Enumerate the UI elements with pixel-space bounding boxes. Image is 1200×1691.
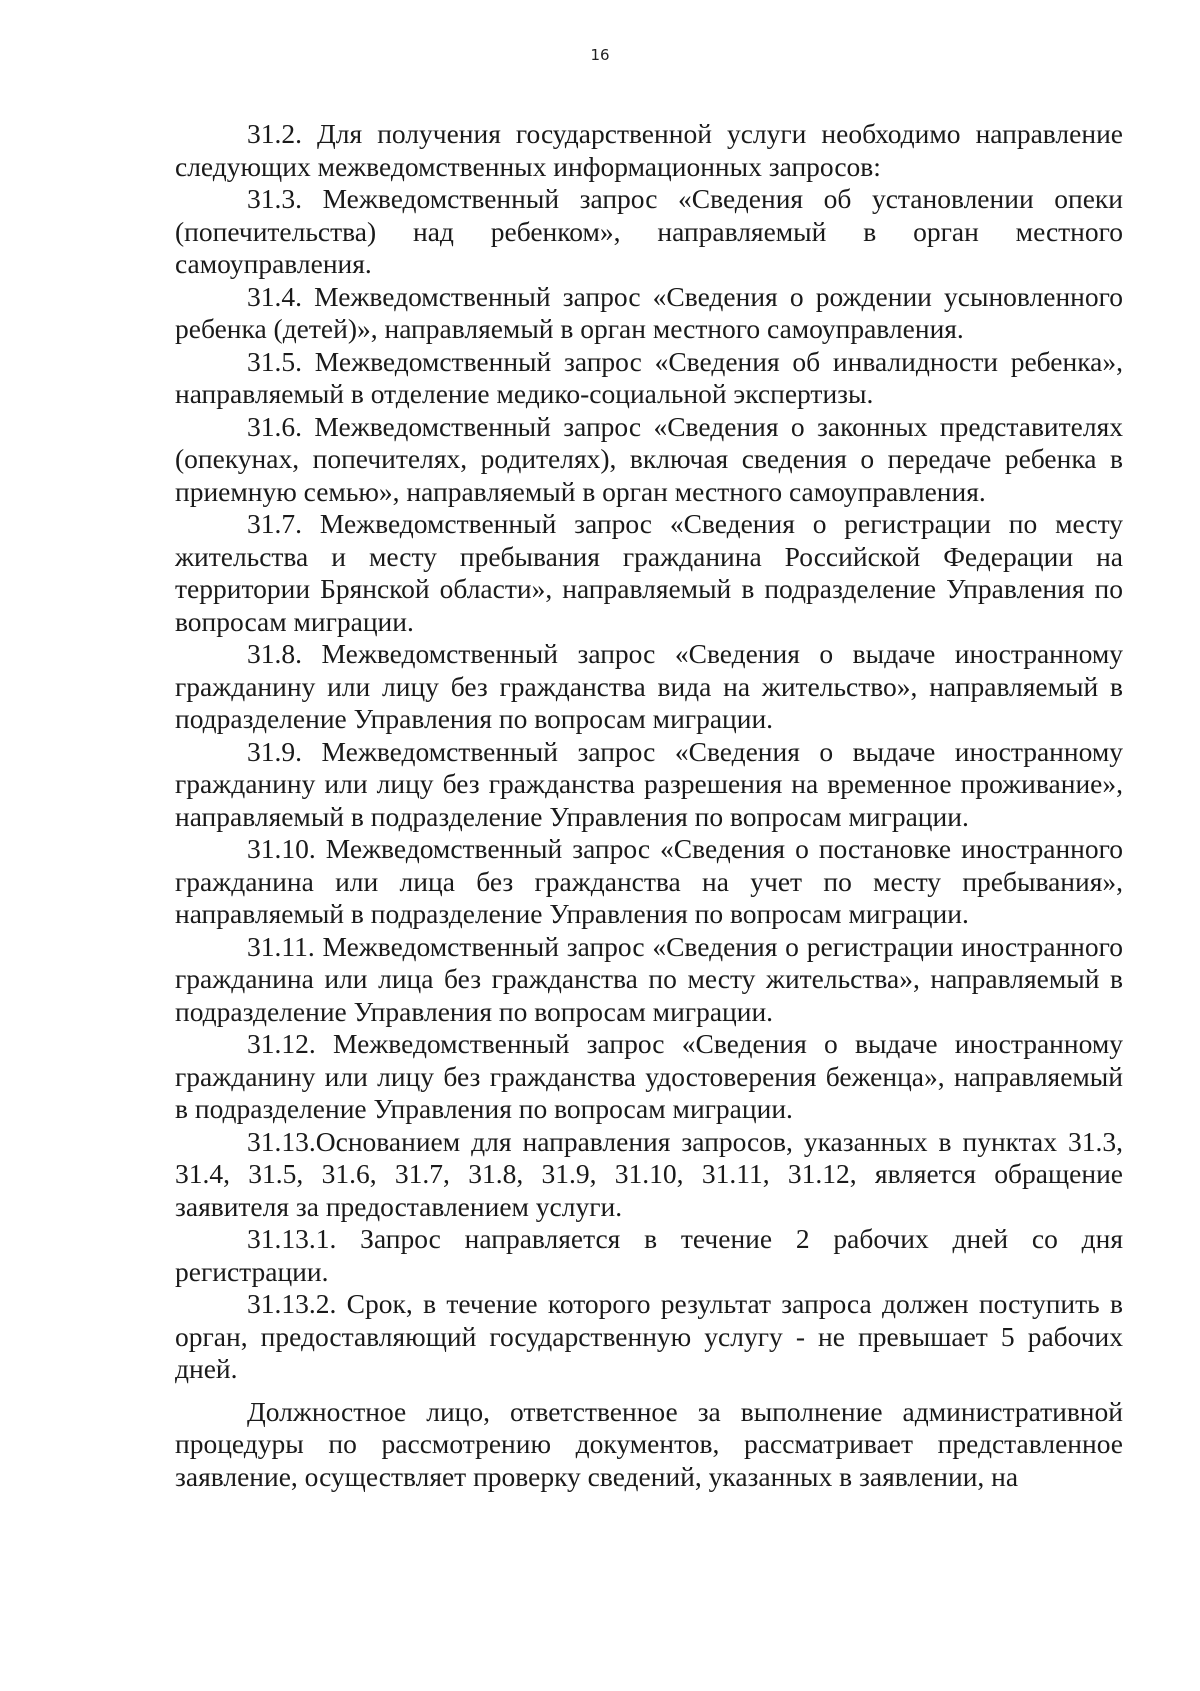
paragraph-31-2: 31.2. Для получения государственной услуги необходимо направление следующих межведомственных информационных запросов: — [175, 118, 1123, 182]
paragraph-31-9: 31.9. Межведомственный запрос «Сведения о выдаче иностранному гражданину или лицу без гражданства разрешения на временное проживание», направляемый в подразделение Управления по вопросам миграции. — [175, 735, 1123, 832]
paragraph-31-13-1: 31.13.1. Запрос направляется в течение 2 рабочих дней со дня регистрации. — [175, 1223, 1123, 1287]
paragraph-31-13-2: 31.13.2. Срок, в течение которого результат запроса должен поступить в орган, предоставляющий государственную услугу - не превышает 5 рабочих дней. — [175, 1288, 1123, 1384]
paragraph-31-8: 31.8. Межведомственный запрос «Сведения о выдаче иностранному гражданину или лицу без гражданства вида на жительство», направляемый в подразделение Управления по вопросам миграции. — [175, 638, 1123, 734]
paragraph-31-13: 31.13.Основанием для направления запросов, указанных в пунктах 31.3, 31.4, 31.5, 31.6, 31.7, 31.8, 31.9, 31.10, 31.11, 31.12, является обращение заявителя за предоставлением услуги. — [175, 1125, 1123, 1222]
paragraph-31-4: 31.4. Межведомственный запрос «Сведения о рождении усыновленного ребенка (детей)», направляемый в орган местного самоуправления. — [175, 280, 1123, 344]
page-number: 16 — [590, 46, 610, 64]
paragraph-31-7: 31.7. Межведомственный запрос «Сведения о регистрации по месту жительства и месту пребывания гражданина Российской Федерации на территории Брянской области», направляемый в подразделение Управления по вопросам миграции. — [175, 508, 1123, 637]
paragraph-31-10: 31.10. Межведомственный запрос «Сведения о постановке иностранного гражданина или лица без гражданства на учет по месту пребывания», направляемый в подразделение Управления по вопросам миграции. — [175, 833, 1123, 929]
paragraph-31-6: 31.6. Межведомственный запрос «Сведения о законных представителях (опекунах, попечителях, родителях), включая сведения о передаче ребенка в приемную семью», направляемый в орган местного самоуправления. — [175, 410, 1123, 507]
document-body — [175, 118, 1123, 1493]
paragraph-official: Должностное лицо, ответственное за выполнение административной процедуры по рассмотрению документов, рассматривает представленное заявление, осуществляет проверку сведений, указанных в заявлении, на — [175, 1395, 1123, 1492]
paragraph-31-12: 31.12. Межведомственный запрос «Сведения о выдаче иностранному гражданину или лицу без гражданства удостоверения беженца», направляемый в подразделение Управления по вопросам миграции. — [175, 1028, 1123, 1124]
paragraph-31-5: 31.5. Межведомственный запрос «Сведения об инвалидности ребенка», направляемый в отделение медико-социальной экспертизы. — [175, 345, 1123, 409]
paragraph-31-11: 31.11. Межведомственный запрос «Сведения о регистрации иностранного гражданина или лица без гражданства по месту жительства», направляемый в подразделение Управления по вопросам миграции. — [175, 930, 1123, 1027]
paragraph-31-3: 31.3. Межведомственный запрос «Сведения об установлении опеки (попечительства) над ребенком», направляемый в орган местного самоуправления. — [175, 183, 1123, 279]
